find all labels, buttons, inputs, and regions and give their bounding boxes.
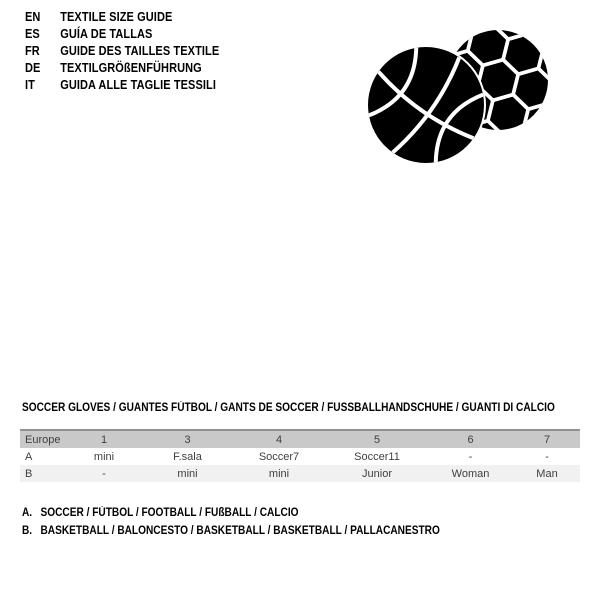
language-title: GUÍA DE TALLAS — [60, 27, 153, 41]
language-code: ES — [25, 27, 40, 41]
table-cell: F.sala — [173, 450, 202, 463]
language-code: EN — [25, 10, 41, 24]
language-row-de — [25, 60, 219, 77]
footnote-b — [22, 522, 440, 540]
footnote-text: SOCCER / FÚTBOL / FOOTBALL / FUßBALL / CALCIO — [40, 507, 299, 519]
language-title: TEXTILGRÖßENFÜHRUNG — [60, 61, 202, 75]
table-cell: - — [102, 467, 106, 480]
row-label: A — [25, 450, 33, 463]
column-header-size-5: 5 — [373, 433, 381, 446]
table-cell: - — [468, 450, 473, 463]
table-cell: mini — [177, 467, 198, 480]
size-table-header-row — [20, 430, 580, 448]
language-title: TEXTILE SIZE GUIDE — [60, 10, 173, 24]
language-title: GUIDA ALLE TAGLIE TESSILI — [60, 78, 217, 92]
table-cell: mini — [93, 450, 115, 463]
language-title: GUIDE DES TAILLES TEXTILE — [60, 44, 220, 58]
size-table-container — [20, 429, 580, 482]
footnote-key: A. — [22, 507, 33, 519]
table-cell: Man — [536, 467, 558, 480]
table-cell: - — [545, 450, 549, 463]
table-cell: Woman — [451, 467, 490, 480]
column-header-size-7: 7 — [543, 433, 551, 446]
column-header-size-1: 1 — [100, 433, 108, 446]
footnotes — [22, 504, 497, 540]
column-header-size-6: 6 — [467, 433, 474, 446]
row-label: B — [25, 467, 33, 480]
column-header-size-4: 4 — [275, 433, 283, 446]
sports-balls-graphic — [362, 10, 552, 170]
language-code: IT — [25, 78, 35, 92]
table-cell: Junior — [362, 467, 392, 480]
table-row-a — [20, 448, 580, 465]
table-cell: mini — [268, 467, 290, 480]
size-table — [20, 429, 580, 482]
language-row-en — [25, 9, 219, 26]
footnote-a — [22, 504, 440, 522]
footnote-text: BASKETBALL / BALONCESTO / BASKETBALL / BASKETBALL / PALLACANESTRO — [40, 525, 440, 537]
language-code: FR — [25, 44, 40, 58]
size-table-title: SOCCER GLOVES / GUANTES FÚTBOL / GANTS DE SOCCER / FUSSBALLHANDSCHUHE / GUANTI DI CALCIO — [22, 402, 555, 414]
language-row-fr — [25, 43, 219, 60]
column-header-size-3: 3 — [184, 433, 191, 446]
language-row-es — [25, 26, 219, 43]
language-row-it — [25, 77, 219, 94]
table-cell: Soccer7 — [258, 450, 300, 463]
language-title-list — [25, 9, 246, 94]
footnote-key: B. — [22, 525, 33, 537]
table-row-b — [20, 465, 580, 482]
table-cell: Soccer11 — [354, 450, 400, 463]
language-code: DE — [25, 61, 41, 75]
column-header-europe: Europe — [25, 433, 61, 446]
